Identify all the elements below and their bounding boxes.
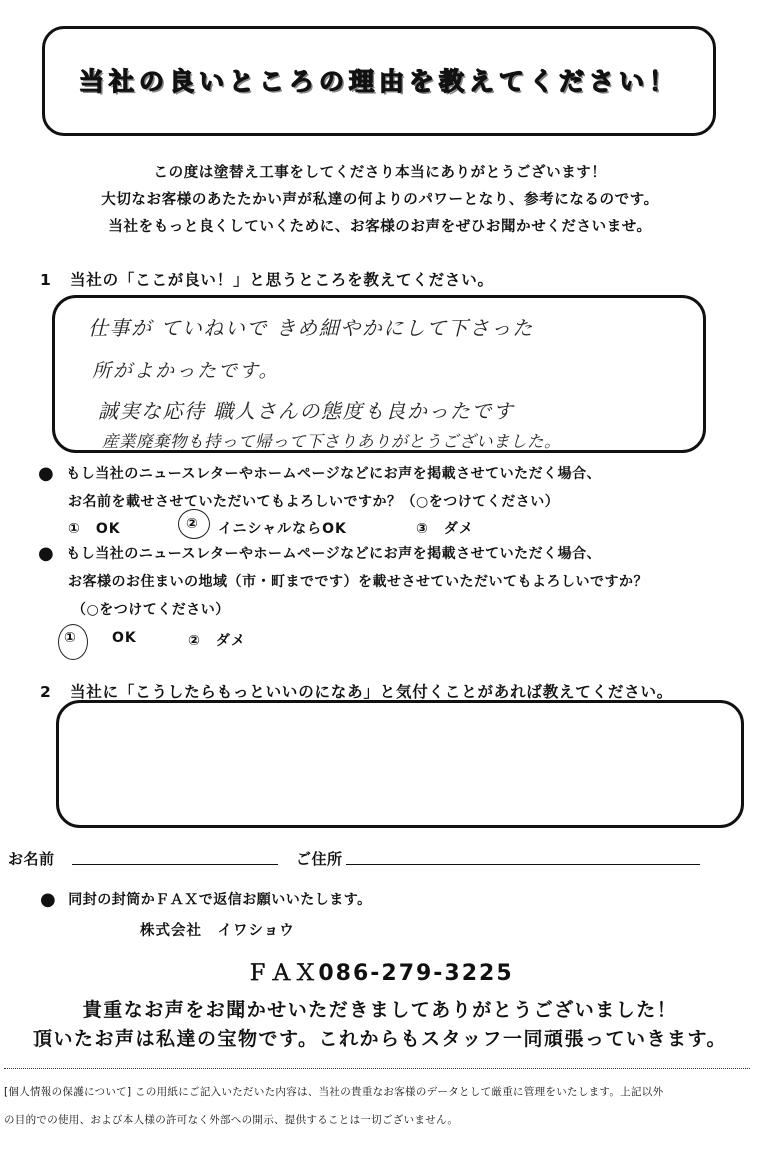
- question-2: [40, 680, 673, 702]
- consent-area-line-2: お客様のお住まいの地域（市・町までです）を載せさせていただいてもよろしいですか？: [68, 574, 648, 590]
- answer-1-line-1: 仕事が ていねいで きめ細やかにして下さった: [88, 316, 534, 340]
- bullet-icon: ●: [38, 463, 55, 484]
- consent-area-line-1: もし当社のニュースレターやホームページなどにお声を掲載させていただく場合、: [66, 546, 602, 562]
- name-label: お名前: [8, 850, 55, 868]
- consent-area-option-2[interactable]: ② ダメ: [188, 633, 246, 649]
- consent-name-question: [38, 463, 601, 484]
- address-label: ご住所: [296, 850, 343, 868]
- answer-1-line-2: 所がよかったです。: [92, 360, 280, 382]
- consent-name-option-2-label[interactable]: イニシャルならOK: [218, 521, 347, 537]
- bullet-icon: ●: [40, 889, 57, 910]
- privacy-line-2: の目的での使用、および本人様の許可なく外部への開示、提供することは一切ございません。: [4, 1114, 459, 1126]
- consent-name-option-3[interactable]: ③ ダメ: [416, 521, 474, 537]
- consent-name-line-1: もし当社のニュースレターやホームページなどにお声を掲載させていただく場合、: [66, 466, 602, 482]
- company-name: 株式会社 イワショウ: [140, 923, 295, 939]
- bullet-icon: ●: [38, 543, 55, 564]
- name-field[interactable]: [72, 864, 278, 865]
- question-2-number: 2: [40, 683, 52, 701]
- answer-2-box[interactable]: [56, 700, 744, 828]
- return-note: [40, 889, 372, 910]
- intro-line-3: 当社をもっと良くしていくために、お客様のお声をぜひお聞かせくださいませ。: [108, 219, 652, 235]
- consent-name-option-2-number[interactable]: ②: [186, 516, 199, 532]
- dotted-divider: [4, 1068, 750, 1069]
- survey-title: 当社の良いところの理由を教えてください！: [78, 67, 679, 96]
- question-1-number: 1: [40, 271, 52, 289]
- return-note-text: 同封の封筒かＦＡＸで返信お願いいたします。: [68, 892, 372, 908]
- consent-area-option-1-number[interactable]: ①: [64, 630, 77, 646]
- question-1-text: 当社の「ここが良い！」と思うところを教えてください。: [70, 271, 494, 289]
- thanks-line-1: 貴重なお声をお聞かせいただきましてありがとうございました！: [82, 999, 678, 1021]
- intro-line-2: 大切なお客様のあたたかい声が私達の何よりのパワーとなり、参考になるのです。: [101, 192, 659, 208]
- answer-1-line-3: 誠実な応待 職人さんの態度も良かったです: [98, 399, 515, 423]
- consent-area-question: [38, 543, 601, 564]
- address-field[interactable]: [346, 864, 700, 865]
- question-2-text: 当社に「こうしたらもっといいのになあ」と気付くことがあれば教えてください。: [70, 683, 674, 701]
- consent-name-line-2: お名前を載せさせていただいてもよろしいですか？（○をつけてください）: [68, 494, 560, 510]
- privacy-line-1: [個人情報の保護について] この用紙にご記入いただいた内容は、当社の貴重なお客様のデータとして厳重に管理をいたします。上記以外: [4, 1086, 664, 1098]
- consent-area-option-1-label[interactable]: OK: [112, 630, 137, 646]
- intro-line-1: この度は塗替え工事をしてくださり本当にありがとうございます！: [153, 165, 607, 181]
- question-1: [40, 268, 494, 290]
- fax-number: ＦＡＸ086-279-3225: [246, 961, 514, 986]
- consent-area-line-3: （○をつけてください）: [72, 602, 230, 618]
- consent-name-option-1[interactable]: ① OK: [68, 521, 121, 537]
- answer-1-line-4: 産業廃棄物も持って帰って下さりありがとうございました。: [102, 432, 561, 451]
- thanks-line-2: 頂いたお声は私達の宝物です。これからもスタッフ一同頑張っていきます。: [33, 1028, 727, 1050]
